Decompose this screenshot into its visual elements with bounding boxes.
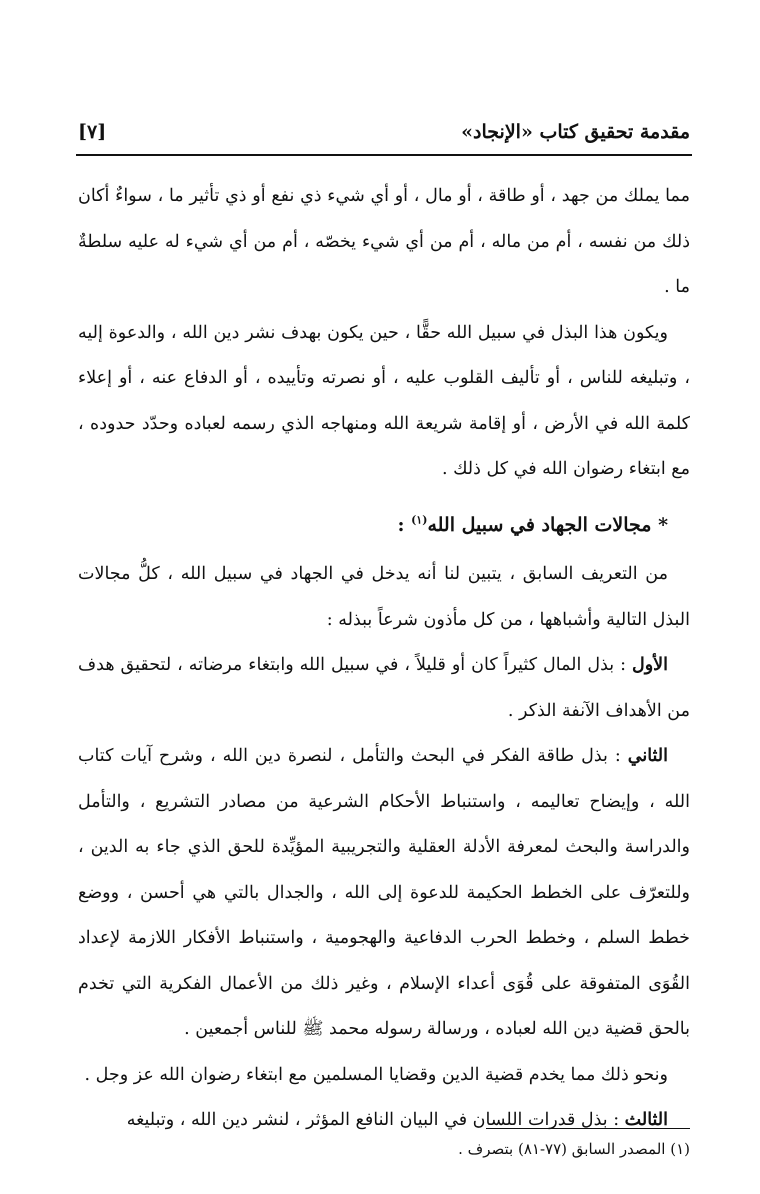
header-rule bbox=[76, 154, 692, 156]
page-number: [٧] bbox=[78, 121, 107, 143]
paragraph-4-lead: الأول bbox=[631, 655, 668, 675]
paragraph-5 bbox=[78, 734, 690, 1053]
paragraph-7-text: : بذل قدرات اللسان في البيان النافع المؤثر ، لنشر دين الله ، وتبليغه bbox=[126, 1110, 625, 1130]
section-heading-tail: : bbox=[397, 513, 412, 536]
footnote-reference: (١) bbox=[411, 513, 428, 527]
paragraph-2: ويكون هذا البذل في سبيل الله حقًّا ، حين يكون بهدف نشر دين الله ، والدعوة إليه ، وتبليغه للناس ، أو تأليف القلوب عليه ، أو نصرته وتأييده ، أو الدفاع عنه ، أو إعلاء كلمة الله في الأرض ، أو إقامة شريعة الله ومنهاجه الذي رسمه لعباده وحدّد حدوده ، مع ابتغاء رضوان الله في كل ذلك . bbox=[78, 322, 690, 479]
section-heading-text: مجالات الجهاد في سبيل الله bbox=[427, 513, 652, 536]
paragraph-1: مما يملك من جهد ، أو طاقة ، أو مال ، أو أي شيء ذي نفع أو ذي تأثير ما ، سواءٌ أكان ذلك من نفسه ، أم من ماله ، أم من أي شيء يخصّه ، أم من أي شيء له عليه سلطةٌ ما . bbox=[78, 186, 690, 297]
paragraph-7-lead: الثالث bbox=[624, 1110, 668, 1130]
footnote: (١) المصدر السابق (٧٧-٨١) بتصرف . bbox=[458, 1140, 690, 1158]
paragraph-4-text: : بذل المال كثيراً كان أو قليلاً ، في سبيل الله وابتغاء مرضاته ، لتحقيق هدف من الأهداف الآنفة الذكر . bbox=[78, 655, 690, 721]
paragraph-3: من التعريف السابق ، يتبين لنا أنه يدخل في الجهاد في سبيل الله ، كلُّ مجالات البذل التالية وأشباهها ، من كل مأذون شرعاً ببذله : bbox=[78, 564, 690, 630]
section-heading bbox=[78, 503, 690, 549]
paragraph-5-text: : بذل طاقة الفكر في البحث والتأمل ، لنصرة دين الله ، وشرح آيات كتاب الله ، وإيضاح تعاليمه ، واستنباط الأحكام الشرعية من مصادر التشريع ، والتأمل والدراسة والبحث لمعرفة الأدلة العقلية والتجريبية المؤيِّدة للحق الذي جاء به الدين ، وللتعرّف على الخطط الحكيمة للدعوة إلى الله ، والجدال بالتي هي أحسن ، ووضع خطط السلم ، وخطط الحرب الدفاعية والهجومية ، واستنباط الأفكار اللازمة لإعداد القُوَى المتفوقة على قُوَى أعداء الإسلام ، وغير ذلك من الأعمال الفكرية التي تخدم بالحق قضية دين الله لعباده ، ورسالة رسوله محمد ﷺ للناس أجمعين . bbox=[78, 746, 690, 1039]
body-text bbox=[78, 174, 690, 1144]
paragraph-5-lead: الثاني bbox=[627, 746, 668, 766]
running-header bbox=[78, 112, 690, 152]
star-marker: * bbox=[658, 513, 668, 536]
header-title: مقدمة تحقيق كتاب «الإنجاد» bbox=[461, 121, 690, 143]
footnote-rule bbox=[486, 1128, 690, 1129]
paragraph-4 bbox=[78, 643, 690, 734]
paragraph-6: ونحو ذلك مما يخدم قضية الدين وقضايا المسلمين مع ابتغاء رضوان الله عز وجل . bbox=[84, 1064, 668, 1085]
